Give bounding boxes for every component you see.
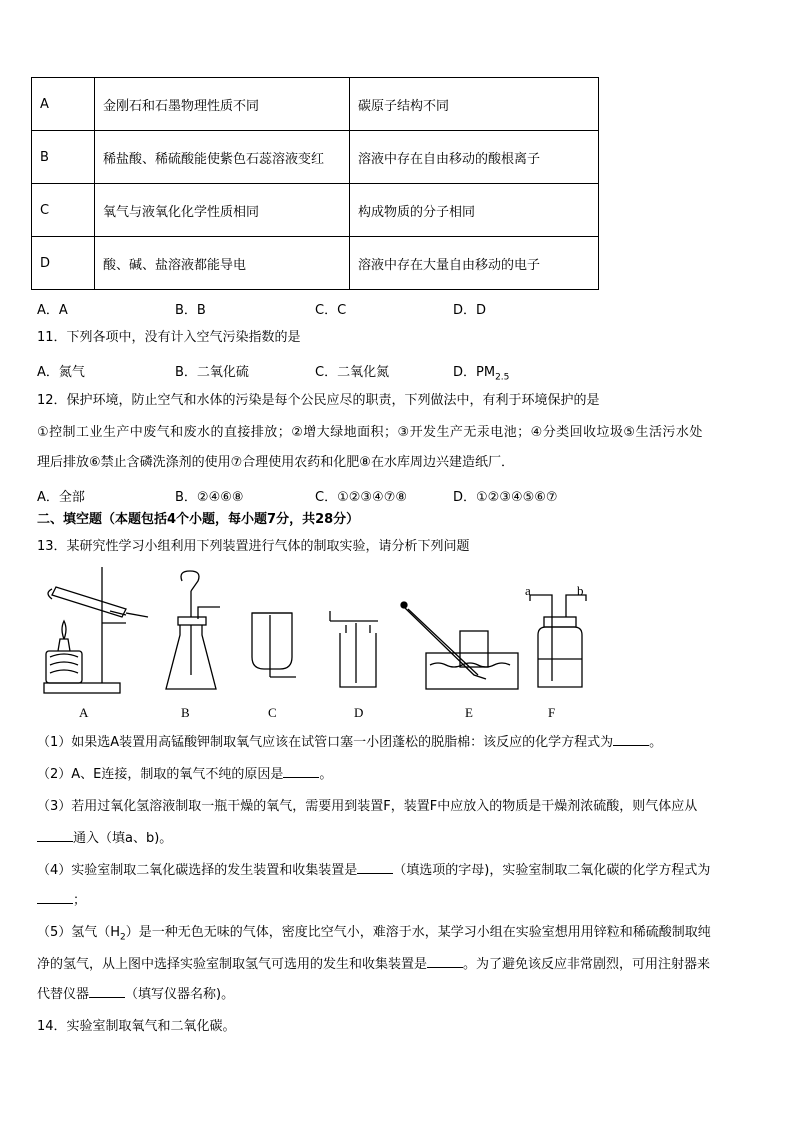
- answer-blank[interactable]: [357, 861, 393, 874]
- q12-line1: ①控制工业生产中废气和废水的直接排放；②增大绿地面积；③开发生产无汞电池；④分类回收垃圾⑤生活污水处: [37, 425, 703, 440]
- q10-choice-c: C．C: [315, 303, 347, 318]
- table-row: [32, 184, 599, 237]
- apparatus-e-icon: [401, 602, 518, 689]
- q14-stem: 14．实验室制取氧气和二氧化碳。: [37, 1019, 236, 1034]
- q13-part1: （1）如果选A装置用高锰酸钾制取氧气应该在试管口塞一小团蓬松的脱脂棉：该反应的化学方程式为 。: [37, 735, 663, 750]
- q13-part5-line2: 净的氢气，从上图中选择实验室制取氢气可选用的发生和收集装置是 。为了避免该反应非常剧烈，可用注射器来: [37, 957, 711, 972]
- port-a-label: a: [525, 583, 531, 598]
- table-row: [32, 131, 599, 184]
- label-a: A: [79, 705, 89, 720]
- q13-part5-line3: 代替仪器 （填写仪器名称)。: [37, 987, 235, 1002]
- option-letter: D: [32, 237, 95, 290]
- label-f: F: [548, 705, 556, 720]
- q10-choice-a: A．A: [37, 303, 68, 318]
- table-row: [32, 78, 599, 131]
- q11-choice-a: A．氮气: [37, 365, 85, 380]
- apparatus-figure: [30, 565, 620, 705]
- apparatus-b-icon: [166, 571, 220, 689]
- q11-choice-b: B．二氧化硫: [175, 365, 249, 380]
- q12-choice-c: C．①②③④⑦⑧: [315, 490, 408, 505]
- q13-part5-line1: （5）氢气$(H_2)$是一种无色无味的气体，密度比空气小，难溶于水，某学习小组在实验室想用用锌粒和稀硫酸制取纯: [37, 925, 711, 943]
- q12-choice-b: B．②④⑥⑧: [175, 490, 244, 505]
- q13-stem: 13．某研究性学习小组利用下列装置进行气体的制取实验，请分析下列问题: [37, 539, 470, 554]
- reason-cell: 碳原子结构不同: [350, 78, 599, 131]
- option-letter: C: [32, 184, 95, 237]
- fact-cell: 稀盐酸、稀硫酸能使紫色石蕊溶液变红: [95, 131, 350, 184]
- label-c: C: [268, 705, 277, 720]
- answer-blank[interactable]: [283, 765, 319, 778]
- q11-stem: 11．下列各项中，没有计入空气污染指数的是: [37, 330, 301, 345]
- reason-cell: 溶液中存在自由移动的酸根离子: [350, 131, 599, 184]
- reason-cell: 构成物质的分子相同: [350, 184, 599, 237]
- q13-part2: （2）A、E连接，制取的氧气不纯的原因是 。: [37, 767, 333, 782]
- apparatus-a-icon: [44, 567, 148, 693]
- section-heading: 二、填空题（本题包括4个小题，每小题7分，共28分）: [37, 512, 360, 527]
- q12-choice-d: D．①②③④⑤⑥⑦: [453, 490, 558, 505]
- q10-choice-d: D．D: [453, 303, 487, 318]
- q13-part4-line2: ；: [37, 891, 86, 911]
- apparatus-f-icon: [530, 595, 586, 687]
- label-b: B: [181, 705, 190, 720]
- reason-cell: 溶液中存在大量自由移动的电子: [350, 237, 599, 290]
- fact-cell: 氧气与液氧化化学性质相同: [95, 184, 350, 237]
- fact-cell: 金刚石和石墨物理性质不同: [95, 78, 350, 131]
- q13-part3-line2: 通入（填a、b)。: [37, 829, 172, 849]
- answer-blank[interactable]: [37, 829, 73, 842]
- fact-cell: 酸、碱、盐溶液都能导电: [95, 237, 350, 290]
- option-letter: B: [32, 131, 95, 184]
- option-letter: A: [32, 78, 95, 131]
- answer-blank[interactable]: [89, 985, 125, 998]
- apparatus-d-icon: [330, 611, 378, 687]
- q13-part4-line1: （4）实验室制取二氧化碳选择的发生装置和收集装置是 （填选项的字母)，实验室制取二氧化碳的化学方程式为: [37, 863, 711, 878]
- label-d: D: [354, 705, 364, 720]
- answer-blank[interactable]: [37, 891, 73, 904]
- label-e: E: [465, 705, 473, 720]
- q12-choice-a: A．全部: [37, 490, 85, 505]
- answer-blank[interactable]: [613, 733, 649, 746]
- table-row: [32, 237, 599, 290]
- port-b-label: b: [577, 583, 584, 598]
- q11-choice-d: D．$PM_{2.5}$: [453, 365, 510, 383]
- apparatus-c-icon: [252, 613, 296, 677]
- q10-choice-b: B．B: [175, 303, 206, 318]
- options-table: [31, 77, 599, 290]
- q12-line2: 理后排放⑥禁止含磷洗涤剂的使用⑦合理使用农药和化肥⑧在水库周边兴建造纸厂．: [37, 455, 514, 470]
- answer-blank[interactable]: [427, 955, 463, 968]
- q12-stem: 12．保护环境，防止空气和水体的污染是每个公民应尽的职责，下列做法中，有利于环境保护的是: [37, 393, 600, 408]
- q11-choice-c: C．二氧化氮: [315, 365, 390, 380]
- q13-part3-line1: （3）若用过氧化氢溶液制取一瓶干燥的氧气，需要用到装置F，装置F中应放入的物质是干燥剂浓硫酸，则气体应从: [37, 799, 698, 814]
